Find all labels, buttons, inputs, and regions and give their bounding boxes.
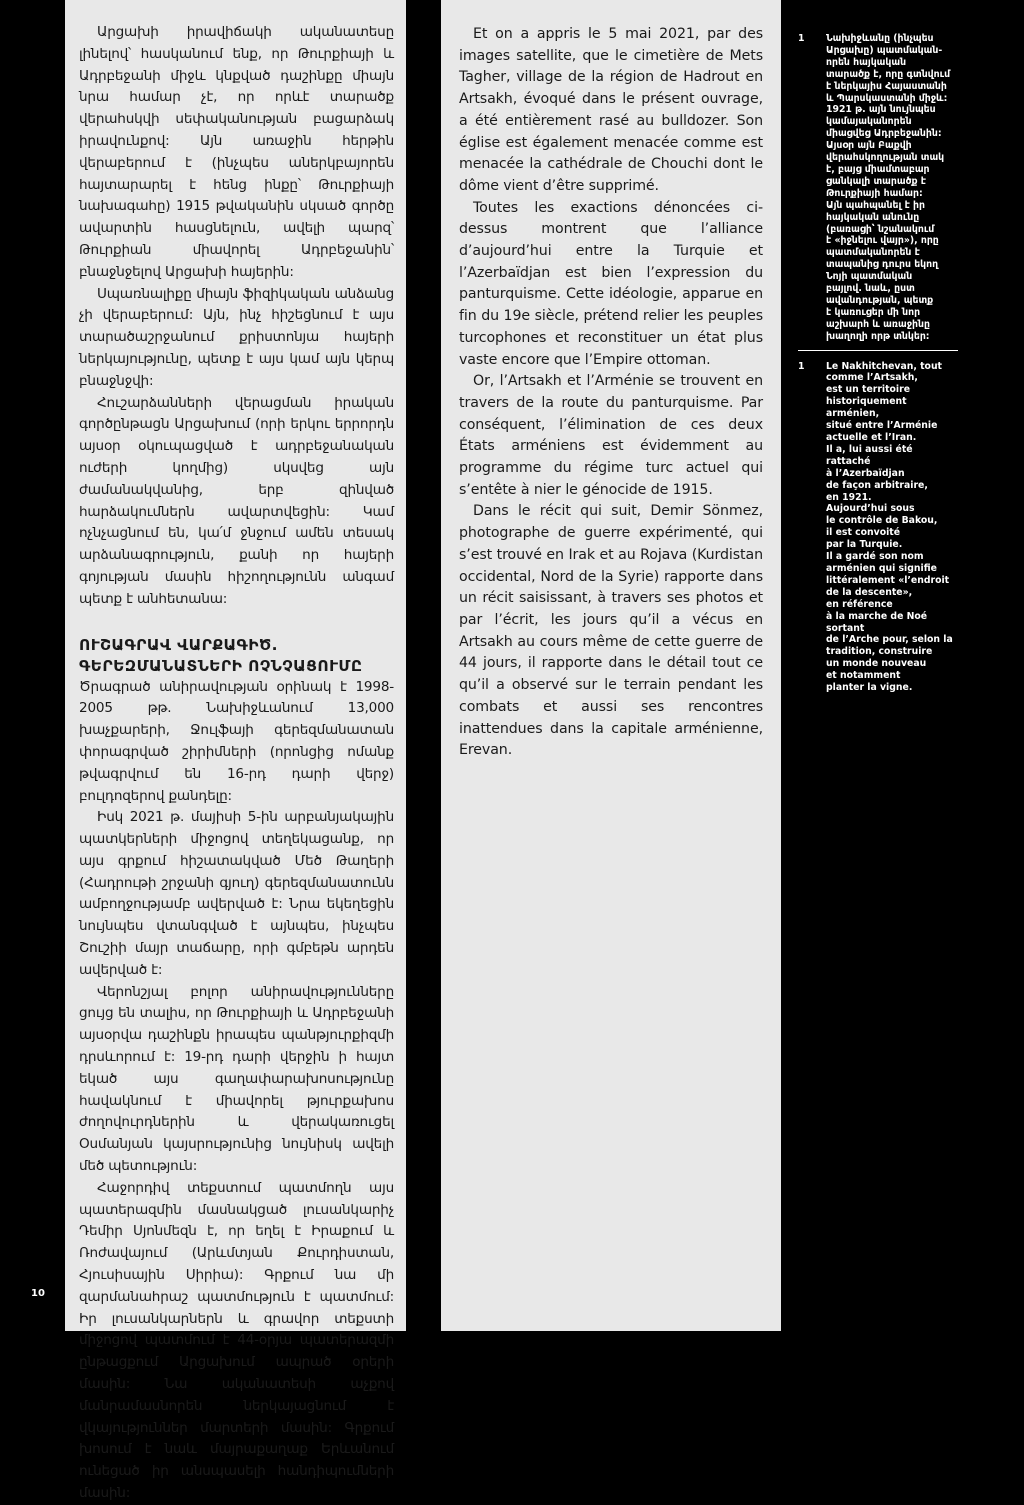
- footnote-number: 1: [798, 360, 805, 372]
- armenian-column: [65, 0, 406, 1501]
- french-column: [441, 0, 781, 1331]
- fr-paragraph-3: Or, l’Artsakh et l’Arménie se trouvent en travers de la route du panturquisme. Par conséquent, l’élimination de ces deux États arméniens est évidemment au programme du régime turc actuel qui s’entête à nier le génocide de 1915.: [459, 373, 763, 498]
- hy-paragraph-5: Իսկ 2021 թ. մայիսի 5-ին արբանյակային պատկերների միջոցով տեղեկացանք, որ այս գրքում հիշատակված Մեծ Թաղերի (Հադրութի շրջանի գյուղ) գերեզմանատունն ամբողջությամբ ավերված է: Նրա եկեղեցին նույնպես վտանգված է այնպես, ինչպես Շուշիի մայր տաճարը, որի գմբեթն արդեն ավերված է:: [79, 809, 394, 978]
- footnote-french: [798, 361, 958, 694]
- footnotes-sidebar: [798, 33, 958, 694]
- footnote-text: Նախիջևանը (ինչպես Արցախը) պատմական- որեն հայկական տարածք է, որը գտնվում է ներկայիս Հայաստանի և Պարսկաստանի միջև: 1921 թ. այն նույնպես կամայականորեն միացվեց Ադրբեջանին: Այսօր այն Բաքվի վերահսկողության տակ է, բայց միամտաբար ցանկալի տարածք է Թուրքիայի համար: Այն պահպանել է իր հայկական անունը (բառացի՝ նշանակում է «իջնելու վայր»), որը պատմականորեն է տապանից դուրս եկող Նոյի պատմական բայլով. նաև, ըստ ավանդության, պետք է կառուցեր մի նոր աշխարհ և առաջինը խաղողի որթ տնկեր:: [826, 33, 951, 342]
- hy-paragraph-7: Հաջորդիվ տեքստում պատմողն այս պատերազմին մասնակցած լուսանկարիչ Դեմիր Սյոնմեզն է, որ եղել է Իրաքում և Ռոժավայում (Արևմտյան Քուրդիստան, Հյուսիսային Սիրիա): Գրքում նա մի զարմանահրաշ պատմություն է պատմում: Իր լուսանկարներն և գրավոր տեքստի միջոցով պատմում է 44-օրյա պատերազմի ընթացքում Արցախում ապրած օրերի մասին: Նա ականատեսի աչքով մանրամասնորեն ներկայացնում է վկայություններ մարտերի մասին: Գրքում խոսում է նաև մայրաքաղաք Երևանում ունեցած իր անսպասելի հանդիպումների մասին:: [79, 1179, 394, 1501]
- fr-paragraph-2: Toutes les exactions dénoncées ci-dessus montrent que l’alliance d’aujourd’hui entre la Turquie et l’Azerbaïdjan est bien l’expression du panturquisme. Cette idéologie, apparue en fin du 19e siècle, prétend relier les peuples turcophones et reconstituer un état plus vaste encore que l’Empire ottoman.: [459, 199, 763, 368]
- hy-section-heading: ՈՒՇԱԳՐԱՎ ՎԱՐՔԱԳԻԾ. ԳԵՐԵԶՄԱՆԱՏՆԵՐԻ ՈՉՆՉԱՑՈՒՄԸ: [79, 635, 363, 675]
- hy-paragraph-2: Սպառնալիքը միայն ֆիզիկական անձանց չի վերաբերում: Այն, ինչ հիշեցնում է այս տարածաշրջանում քրիստոնյա հայերի ներկայությունը, պետք է այս կամ այն կերպ բնաջնջվի:: [79, 285, 394, 389]
- hy-paragraph-3: Հուշարձանների վերացման իրական գործընթացն Արցախում (որի երկու երրորդն այսօր օկուպացված է ադրբեջանական ուժերի կողմից) սկսվեց այն ժամանակվանից, երբ զինված հարձակումներն ավարտվեցին: Կամ ոչնչացնում են, կա՛մ ջնջում ամեն տեսակ արձանագրություն, քանի որ հայերի գոյության մասին հիշողությունն անգամ պետք է անհետանա:: [79, 394, 394, 607]
- footnote-armenian: [798, 33, 958, 343]
- hy-paragraph-6: Վերոնշյալ բոլոր անիրավությունները ցույց են տալիս, որ Թուրքիայի և Ադրբեջանի այսօրվա դաշինքն իրապես պանթյուրքիզմի դրսևորում է: 19-րդ դարի վերջին ի հայտ եկած այս գաղափարախոսությունը հավակնում է միավորել թյուրքախոս ժողովուրդներին և վերակառուցել Օսմանյան կայսրությունից նույնիսկ ավելի մեծ պետություն:: [79, 983, 394, 1175]
- footnote-divider: [798, 350, 958, 351]
- footnote-text: Le Nakhitchevan, tout comme l’Artsakh, est un territoire historiquement arménien, situé entre l’Arménie actuelle et l’Iran. Il a, lui aussi été rattaché à l’Azerbaïdjan de façon arbitraire, en 1921. Aujourd’hui sous le contrôle de Bakou, il est convoité par la Turquie. Il a gardé son nom arménien qui signifie littéralement «l’endroit de la descente», en référence à la marche de Noé sortant de l’Arche pour, selon la tradition, construire un monde nouveau et notamment planter la vigne.: [826, 360, 953, 694]
- footnote-number: 1: [798, 33, 805, 44]
- page-number: 10: [31, 1288, 45, 1299]
- fr-paragraph-1: Et on a appris le 5 mai 2021, par des images satellite, que le cimetière de Mets Tagher, village de la région de Hadrout en Artsakh, évoqué dans le présent ouvrage, a été entièrement rasé au bulldozer. Son église est également menacée comme est menacée la cathédrale de Chouchi dont le dôme vient d’être supprimé.: [459, 26, 763, 194]
- hy-paragraph-1: Արցախի իրավիճակի ականատեսը լինելով՝ հասկանում ենք, որ Թուրքիայի և Ադրբեջանի միջև կնքված դաշինքը միայն նրա համար չէ, որ որևէ տարածք վերահսկվի սեփականության բացարձակ իրավունքով: Այն առաջին հերթին վերաբերում է (ինչպես աներկբայորեն հայտարարել է հենց ինքը՝ Թուրքիայի նախագահը) 1915 թվականին սկսած գործը ավարտին հասցնելուն, ավելի պարզ՝ Թուրքիան միավորել Ադրբեջանին՝ բնաջնջելով Արցախի հայերին:: [79, 24, 394, 280]
- hy-paragraph-4: Ծրագրած անիրավության օրինակ է 1998-2005 թթ. Նախիջևանում 13,000 խաչքարերի, Ջուլֆայի գերեզմանատան փորագրված շիրիմների (որոնցից ոմանք թվագրվում են 16-րդ դարի վերջ) բուլդոզերով քանդելը:: [79, 678, 394, 804]
- fr-paragraph-4: Dans le récit qui suit, Demir Sönmez, photographe de guerre expérimenté, qui s’est trouvé en Irak et au Rojava (Kurdistan occidental, Nord de la Syrie) rapporte dans un récit saisissant, à travers ses photos et par l’écrit, les jours qu’il a vécus en Artsakh au cours même de cette guerre de 44 jours, il rapporte dans le détail tout ce qu’il a observé sur le terrain pendant les combats et aussi ses rencontres inattendues dans la capitale arménienne, Erevan.: [459, 503, 763, 759]
